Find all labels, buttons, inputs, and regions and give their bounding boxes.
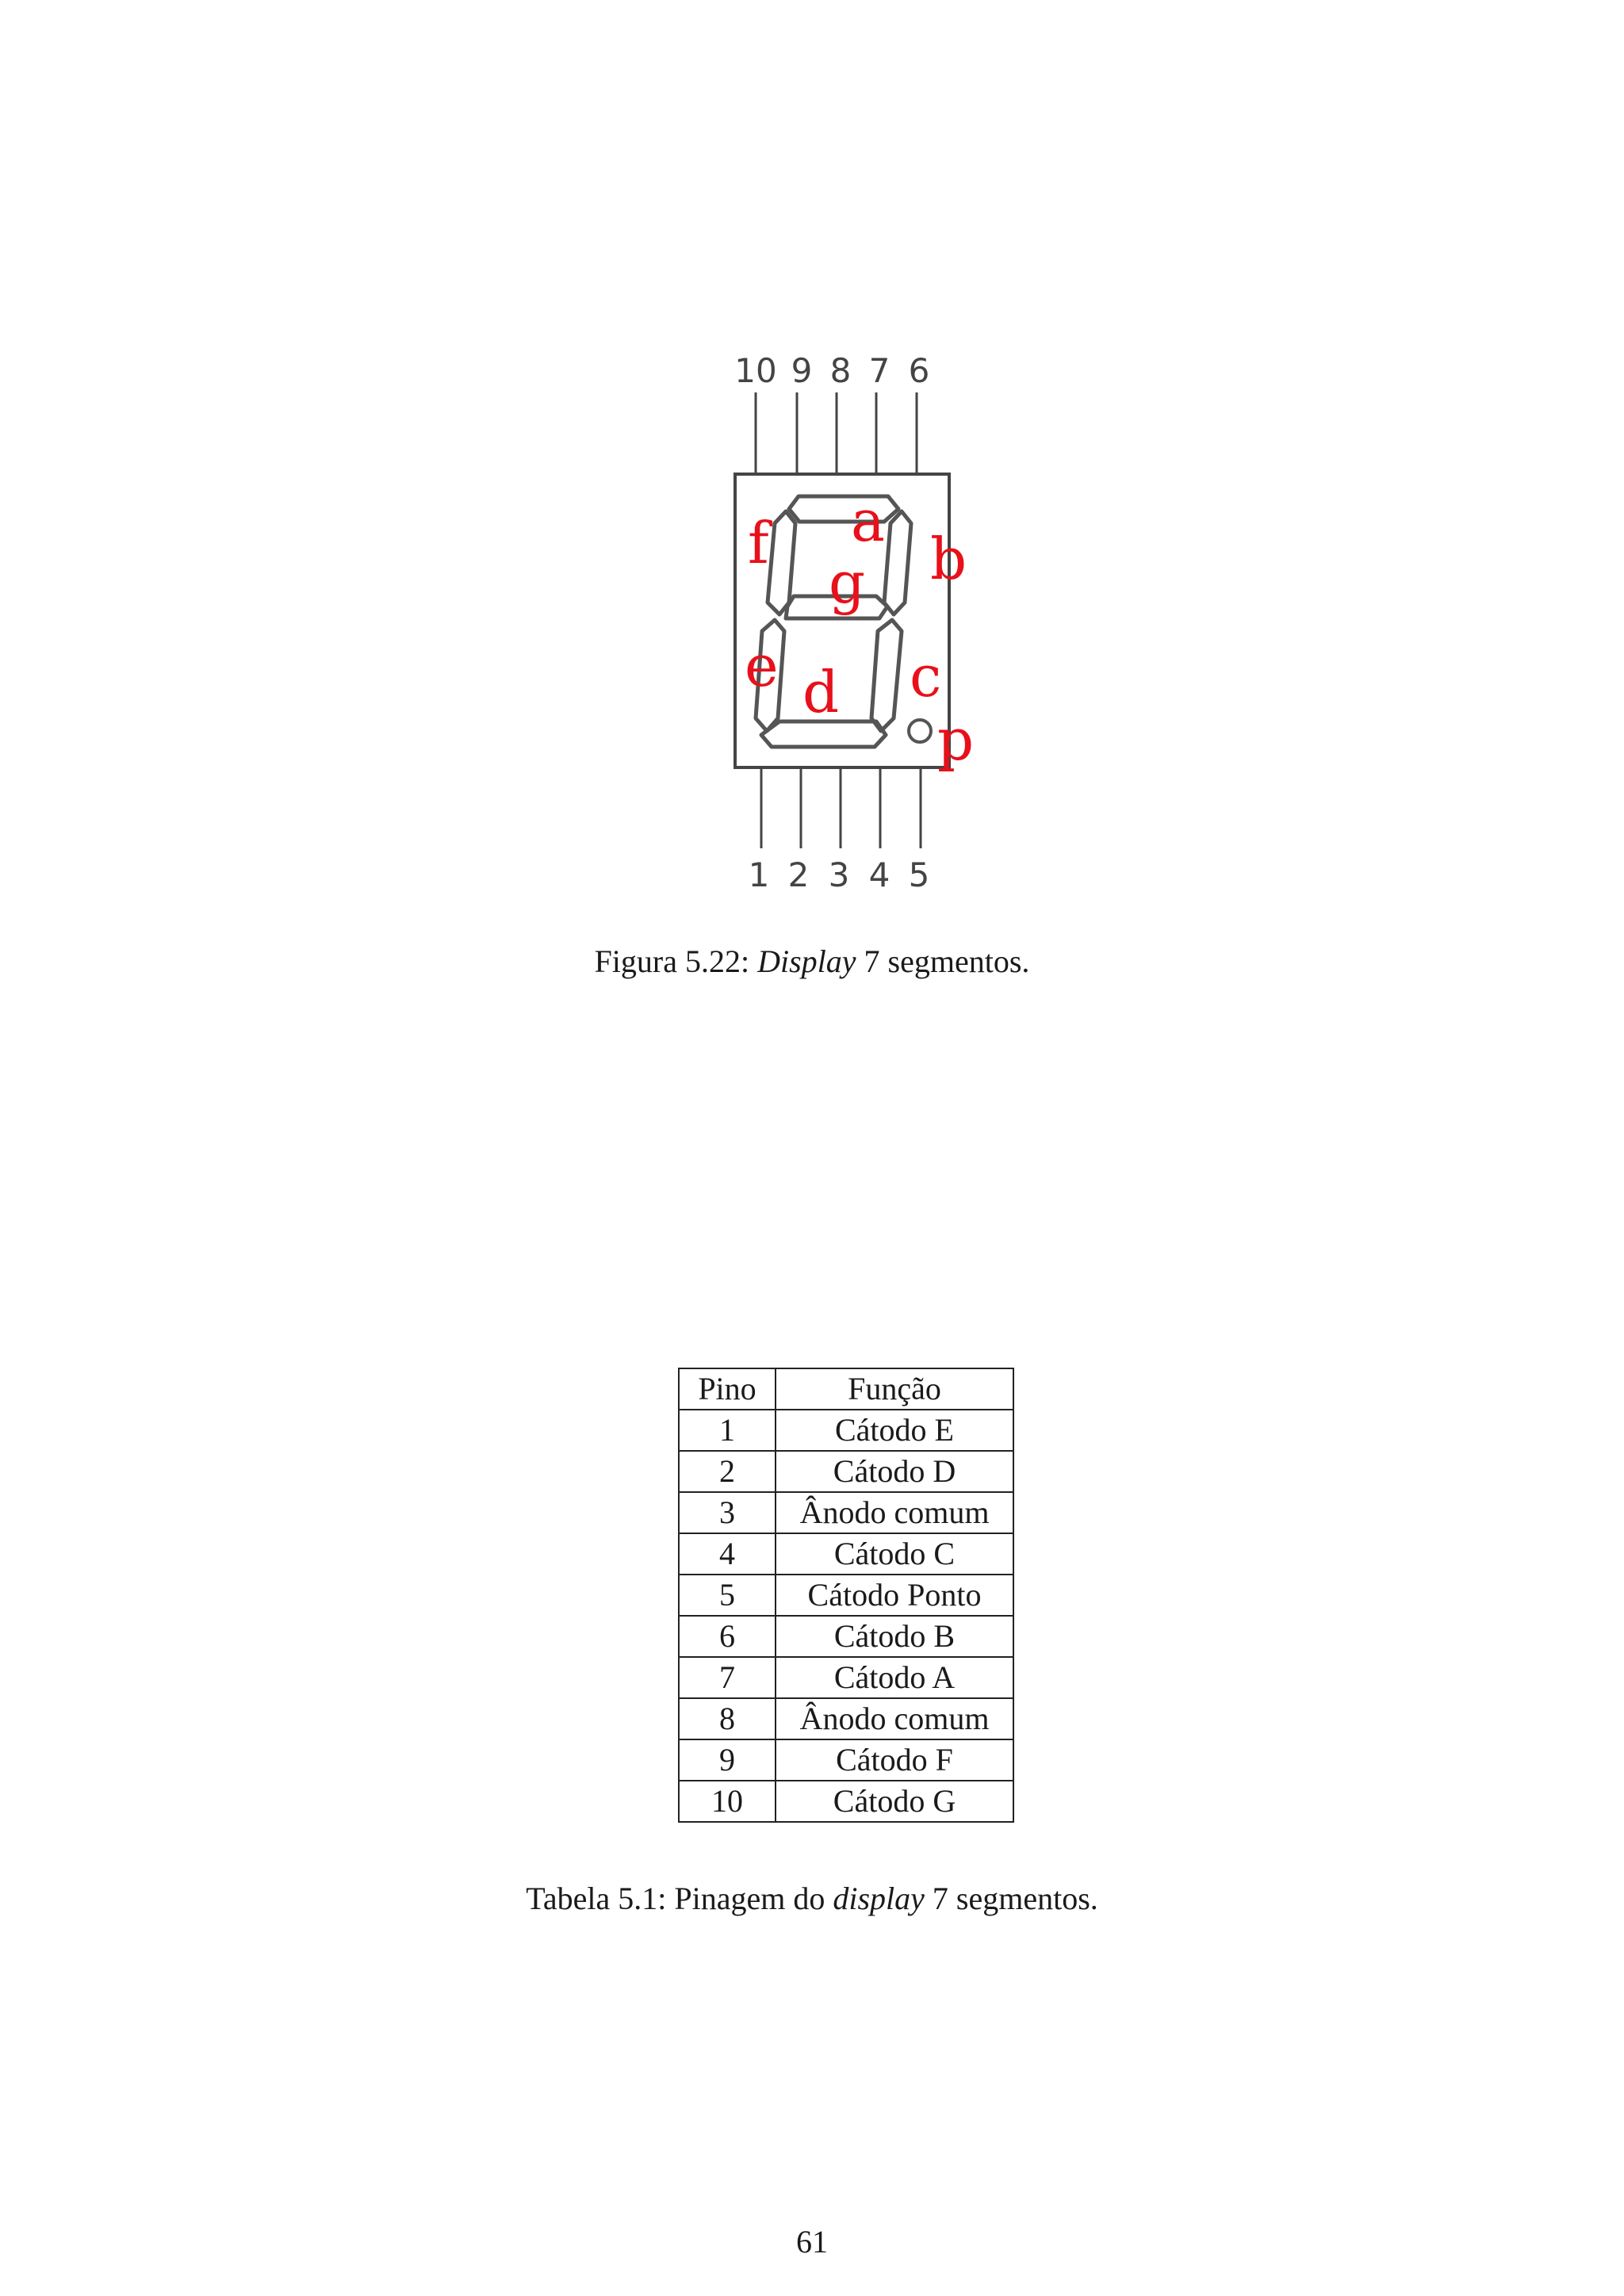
- table-caption: [0, 1875, 1624, 1923]
- header-funcao: Função: [776, 1368, 1013, 1410]
- figure-caption-prefix: Figura 5.22:: [594, 943, 758, 979]
- figure-caption-italic: Display: [757, 943, 856, 979]
- table-header-row: [679, 1368, 1013, 1410]
- segment-label-c: c: [910, 643, 942, 710]
- segment-label-a: a: [851, 488, 885, 554]
- table-row: [679, 1739, 1013, 1781]
- pin-number-cell: 3: [679, 1492, 776, 1533]
- segment-label-g: g: [829, 549, 866, 616]
- pin-label-7: 7: [868, 351, 891, 390]
- seven-segment-display-figure: [718, 341, 995, 896]
- pin-function-cell: Cátodo A: [776, 1657, 1013, 1698]
- table-row: [679, 1657, 1013, 1698]
- pin-label-9: 9: [791, 351, 813, 390]
- table-caption-prefix: Tabela 5.1: Pinagem do: [526, 1881, 833, 1916]
- table-caption-italic: display: [833, 1881, 925, 1916]
- pin-number-cell: 1: [679, 1410, 776, 1451]
- table-row: [679, 1698, 1013, 1739]
- pin-function-cell: Cátodo E: [776, 1410, 1013, 1451]
- pin-label-2: 2: [787, 855, 810, 894]
- table-row: [679, 1451, 1013, 1492]
- pin-function-cell: Cátodo G: [776, 1781, 1013, 1822]
- table-row: [679, 1533, 1013, 1575]
- bottom-pins: [761, 767, 921, 848]
- table-body: [679, 1410, 1013, 1822]
- pin-function-cell: Cátodo D: [776, 1451, 1013, 1492]
- pin-function-cell: Cátodo C: [776, 1533, 1013, 1575]
- pin-number-cell: 6: [679, 1616, 776, 1657]
- table-row: [679, 1781, 1013, 1822]
- pinout-table: [678, 1368, 1014, 1823]
- pin-label-10: 10: [734, 351, 777, 390]
- header-pino: Pino: [679, 1368, 776, 1410]
- pin-number-cell: 9: [679, 1739, 776, 1781]
- pin-label-1: 1: [748, 855, 770, 894]
- pin-function-cell: Ânodo comum: [776, 1492, 1013, 1533]
- pin-number-cell: 4: [679, 1533, 776, 1575]
- table-row: [679, 1492, 1013, 1533]
- page-number: 61: [796, 2224, 828, 2260]
- table-row: [679, 1410, 1013, 1451]
- pinout-table-wrapper: [678, 1368, 1014, 1823]
- pin-label-4: 4: [868, 855, 891, 894]
- pin-label-3: 3: [828, 855, 850, 894]
- pin-number-cell: 5: [679, 1575, 776, 1616]
- pin-number-cell: 2: [679, 1451, 776, 1492]
- segment-label-b: b: [930, 526, 967, 592]
- pin-number-cell: 10: [679, 1781, 776, 1822]
- pin-function-cell: Cátodo Ponto: [776, 1575, 1013, 1616]
- table-caption-suffix: 7 segmentos.: [924, 1881, 1098, 1916]
- pin-function-cell: Cátodo F: [776, 1739, 1013, 1781]
- pin-label-6: 6: [908, 351, 930, 390]
- pin-function-cell: Cátodo B: [776, 1616, 1013, 1657]
- segment-label-d: d: [802, 659, 840, 725]
- figure-caption-suffix: 7 segmentos.: [856, 943, 1030, 979]
- figure-caption: [0, 938, 1624, 985]
- table-row: [679, 1616, 1013, 1657]
- segment-label-f: f: [748, 510, 769, 576]
- pin-number-cell: 7: [679, 1657, 776, 1698]
- top-pins: [756, 392, 917, 474]
- pin-function-cell: Ânodo comum: [776, 1698, 1013, 1739]
- decimal-point: [909, 720, 931, 742]
- pin-label-5: 5: [908, 855, 930, 894]
- segment-label-p: p: [937, 706, 975, 773]
- table-row: [679, 1575, 1013, 1616]
- segment-label-e: e: [745, 633, 779, 699]
- pin-number-cell: 8: [679, 1698, 776, 1739]
- pin-label-8: 8: [829, 351, 852, 390]
